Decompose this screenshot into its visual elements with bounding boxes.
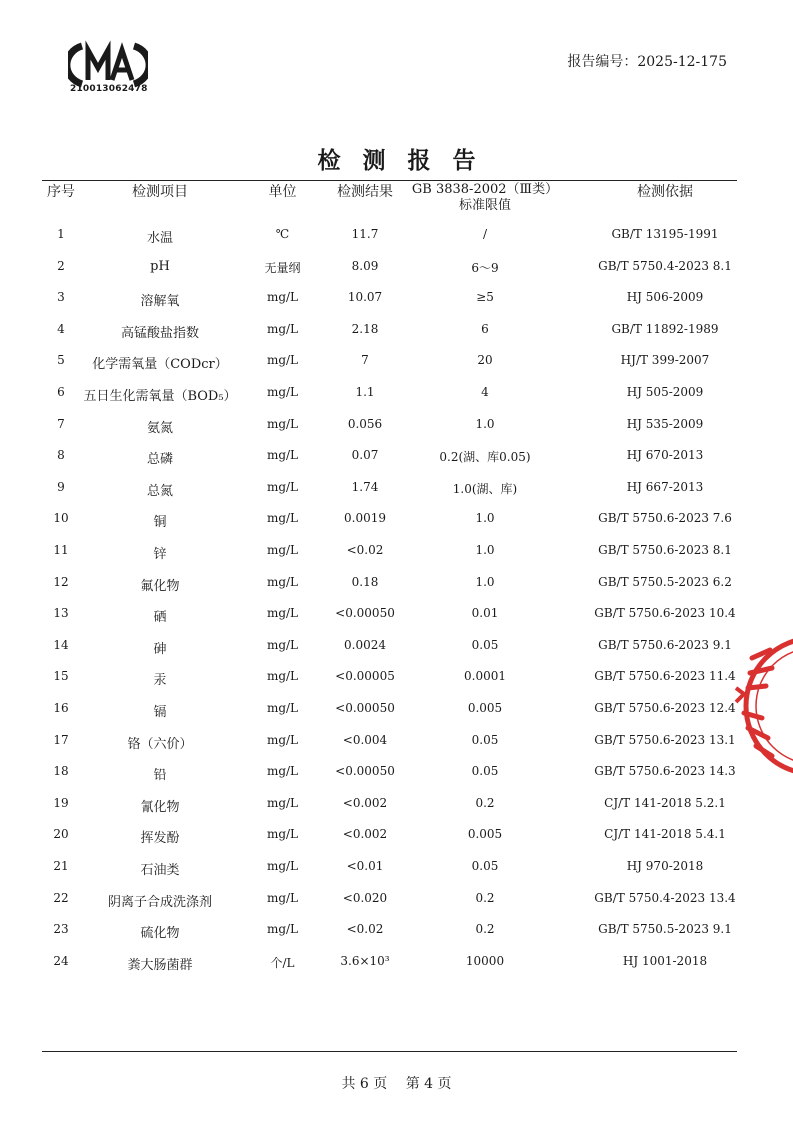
row-method: GB/T 5750.6-2023 7.6 [598, 511, 732, 526]
row-method: HJ 506-2009 [626, 290, 704, 305]
row-limit: 4 [481, 385, 489, 399]
row-result: 10.07 [347, 290, 383, 305]
table-row [0, 859, 793, 879]
col-header-unit: 单位 [268, 184, 297, 200]
row-result: 11.7 [351, 227, 379, 241]
row-limit: 0.05 [471, 764, 499, 779]
row-result: <0.002 [342, 795, 388, 810]
row-unit: mg/L [266, 385, 299, 399]
row-unit: mg/L [266, 764, 299, 779]
table-row [0, 511, 793, 531]
row-item: 五日生化需氧量（BOD₅） [83, 389, 237, 404]
row-result: <0.02 [346, 922, 384, 937]
row-no: 17 [53, 732, 69, 747]
col-header-standard-line2: 标准限值 [458, 198, 511, 213]
row-item: 硫化物 [140, 926, 180, 942]
row-result: 0.18 [351, 574, 379, 589]
row-method: HJ 1001-2018 [622, 953, 708, 968]
row-method: HJ 670-2013 [626, 448, 704, 463]
table-row [0, 448, 793, 468]
row-unit: 无量纲 [264, 260, 301, 275]
row-item: 阴离子合成洗涤剂 [107, 894, 212, 910]
row-no: 16 [53, 701, 69, 715]
table-row [0, 669, 793, 689]
row-method: GB/T 5750.4-2023 8.1 [598, 258, 732, 273]
row-item: 总氮 [146, 483, 173, 499]
row-item: 铜 [153, 515, 167, 531]
row-no: 19 [53, 795, 69, 810]
row-item: 砷 [153, 641, 167, 657]
row-item: 化学需氧量（CODcr） [92, 357, 228, 373]
row-method: HJ 970-2018 [626, 859, 704, 873]
row-no: 23 [53, 922, 69, 937]
table-row [0, 385, 793, 405]
row-limit: 1.0 [475, 574, 495, 589]
row-no: 11 [53, 543, 69, 557]
row-unit: mg/L [266, 574, 299, 589]
row-limit: 1.0(湖、库) [452, 481, 518, 496]
row-method: GB/T 5750.6-2023 14.3 [594, 764, 736, 779]
row-item: 铅 [153, 768, 167, 784]
row-method: CJ/T 141-2018 5.2.1 [604, 795, 726, 810]
row-result: <0.00005 [335, 669, 395, 684]
row-no: 22 [53, 890, 69, 905]
row-method: GB/T 5750.5-2023 6.2 [598, 574, 732, 589]
row-limit: 1.0 [475, 416, 495, 431]
row-method: HJ 505-2009 [626, 385, 704, 399]
row-unit: mg/L [266, 543, 299, 557]
row-no: 8 [57, 448, 65, 463]
row-method: GB/T 5750.5-2023 9.1 [598, 922, 732, 937]
row-method: CJ/T 141-2018 5.4.1 [604, 827, 726, 842]
col-header-no: 序号 [47, 184, 75, 200]
row-limit: 0.2(湖、库0.05) [439, 450, 531, 465]
table-row [0, 227, 793, 247]
inspection-stamp [722, 628, 793, 788]
row-limit: 0.2 [475, 922, 495, 937]
col-header-standard-line1: GB 3838-2002（Ⅲ类） [411, 182, 559, 197]
row-result: 1.74 [351, 479, 379, 494]
col-header-standard [390, 182, 580, 214]
row-result: 0.0024 [344, 637, 386, 652]
row-result: <0.020 [342, 890, 388, 905]
row-no: 6 [57, 385, 65, 399]
row-method: GB/T 5750.6-2023 13.1 [594, 732, 736, 747]
col-header-item: 检测项目 [132, 184, 188, 200]
row-no: 3 [57, 290, 65, 305]
row-method: GB/T 5750.4-2023 13.4 [594, 890, 736, 905]
row-result: 1.1 [355, 385, 375, 399]
page-title: 检测报告 [317, 147, 498, 174]
row-limit: 6～9 [471, 260, 499, 275]
table-row [0, 701, 793, 721]
col-header-method: 检测依据 [637, 184, 693, 200]
table-row [0, 796, 793, 816]
row-no: 20 [53, 827, 69, 842]
row-limit: 0.0001 [464, 669, 506, 684]
row-unit: mg/L [266, 859, 299, 873]
row-unit: mg/L [266, 290, 299, 305]
row-item: 汞 [153, 673, 167, 689]
row-unit: mg/L [266, 827, 299, 842]
row-item: 总磷 [146, 452, 173, 468]
row-limit: 6 [481, 321, 489, 336]
page-footer: 共 6 页 第 4 页 [341, 1076, 452, 1092]
row-unit: mg/L [266, 511, 299, 526]
row-limit: 0.2 [475, 795, 495, 810]
row-no: 10 [53, 511, 69, 526]
table-row [0, 543, 793, 563]
row-method: GB/T 5750.6-2023 12.4 [594, 701, 736, 715]
row-method: HJ 535-2009 [626, 416, 704, 431]
row-method: HJ/T 399-2007 [620, 353, 710, 368]
table-row [0, 480, 793, 500]
row-result: <0.00050 [335, 606, 395, 621]
row-limit: 0.05 [471, 859, 499, 873]
row-result: 7 [361, 353, 369, 368]
row-item: 氰化物 [140, 799, 180, 815]
row-item: 氟化物 [140, 578, 180, 594]
row-no: 12 [53, 574, 69, 589]
table-row [0, 954, 793, 974]
col-header-result: 检测结果 [337, 184, 393, 200]
table-row [0, 290, 793, 310]
row-item: pH [150, 258, 170, 274]
row-no: 14 [53, 637, 69, 652]
table-row [0, 891, 793, 911]
row-no: 1 [57, 227, 65, 241]
row-item: 石油类 [140, 863, 180, 878]
row-unit: mg/L [266, 448, 299, 463]
table-row [0, 259, 793, 279]
row-result: 3.6×10³ [340, 953, 390, 968]
row-no: 21 [53, 859, 69, 873]
row-item: 镉 [153, 705, 167, 720]
row-limit: / [482, 227, 488, 241]
row-result: <0.002 [342, 827, 388, 842]
row-unit: mg/L [266, 795, 299, 810]
bottom-divider [42, 1051, 737, 1052]
table-row [0, 638, 793, 658]
row-unit: mg/L [266, 922, 299, 937]
row-result: <0.00050 [335, 764, 395, 779]
table-row [0, 827, 793, 847]
row-limit: 1.0 [475, 511, 495, 526]
row-no: 4 [57, 321, 65, 336]
row-item: 高锰酸盐指数 [120, 325, 199, 341]
row-limit: 0.005 [467, 827, 503, 842]
row-result: 0.07 [351, 448, 379, 463]
row-unit: mg/L [266, 732, 299, 747]
row-no: 18 [53, 764, 69, 779]
row-unit: 个/L [270, 955, 295, 970]
report-number: 报告编号：2025-12-175 [567, 54, 727, 70]
row-result: 2.18 [351, 321, 379, 336]
row-unit: mg/L [266, 353, 299, 368]
row-limit: 10000 [465, 953, 505, 968]
row-no: 15 [53, 669, 69, 684]
row-no: 13 [53, 606, 69, 621]
row-unit: mg/L [266, 701, 299, 715]
row-method: GB/T 11892-1989 [611, 321, 719, 336]
row-result: <0.00050 [335, 701, 395, 715]
row-result: <0.02 [346, 543, 384, 557]
row-method: GB/T 5750.6-2023 11.4 [594, 669, 736, 684]
row-method: GB/T 5750.6-2023 8.1 [598, 543, 732, 557]
table-row [0, 417, 793, 437]
row-method: GB/T 5750.6-2023 10.4 [594, 606, 736, 621]
row-method: HJ 667-2013 [626, 479, 704, 494]
table-row [0, 733, 793, 753]
row-limit: ≥5 [476, 290, 494, 305]
row-limit: 0.01 [471, 606, 499, 621]
row-unit: mg/L [266, 321, 299, 336]
table-row [0, 922, 793, 942]
row-item: 挥发酚 [140, 831, 180, 847]
table-row [0, 353, 793, 373]
row-method: GB/T 5750.6-2023 9.1 [598, 637, 732, 652]
table-row [0, 764, 793, 784]
row-no: 24 [53, 953, 69, 968]
row-item: 粪大肠菌群 [127, 957, 193, 973]
row-limit: 0.2 [475, 890, 495, 905]
row-no: 2 [57, 258, 65, 273]
row-unit: mg/L [266, 890, 299, 905]
row-limit: 0.005 [467, 701, 503, 715]
row-item: 锌 [153, 547, 167, 562]
row-method: GB/T 13195-1991 [611, 227, 719, 241]
table-row [0, 575, 793, 595]
row-result: 8.09 [351, 258, 379, 273]
row-no: 7 [57, 416, 65, 431]
row-unit: mg/L [266, 606, 299, 621]
table-row [0, 322, 793, 342]
row-item: 溶解氧 [140, 294, 180, 310]
row-no: 9 [57, 479, 65, 494]
row-result: <0.01 [346, 859, 384, 873]
row-no: 5 [57, 353, 65, 368]
row-limit: 20 [477, 353, 493, 368]
row-unit: mg/L [266, 479, 299, 494]
table-row [0, 606, 793, 626]
row-unit: mg/L [266, 669, 299, 684]
row-item: 氨氮 [146, 420, 173, 436]
cma-code: 210013062478 [70, 84, 148, 94]
row-result: 0.056 [347, 416, 383, 431]
row-item: 水温 [146, 231, 173, 246]
row-unit: mg/L [266, 416, 299, 431]
row-limit: 1.0 [475, 543, 495, 557]
row-unit: ℃ [275, 227, 290, 241]
row-item: 铬（六价） [127, 736, 193, 752]
row-limit: 0.05 [471, 637, 499, 652]
row-limit: 0.05 [471, 732, 499, 747]
row-result: <0.004 [342, 732, 388, 747]
row-item: 硒 [153, 610, 167, 626]
row-result: 0.0019 [344, 511, 386, 526]
row-unit: mg/L [266, 637, 299, 652]
